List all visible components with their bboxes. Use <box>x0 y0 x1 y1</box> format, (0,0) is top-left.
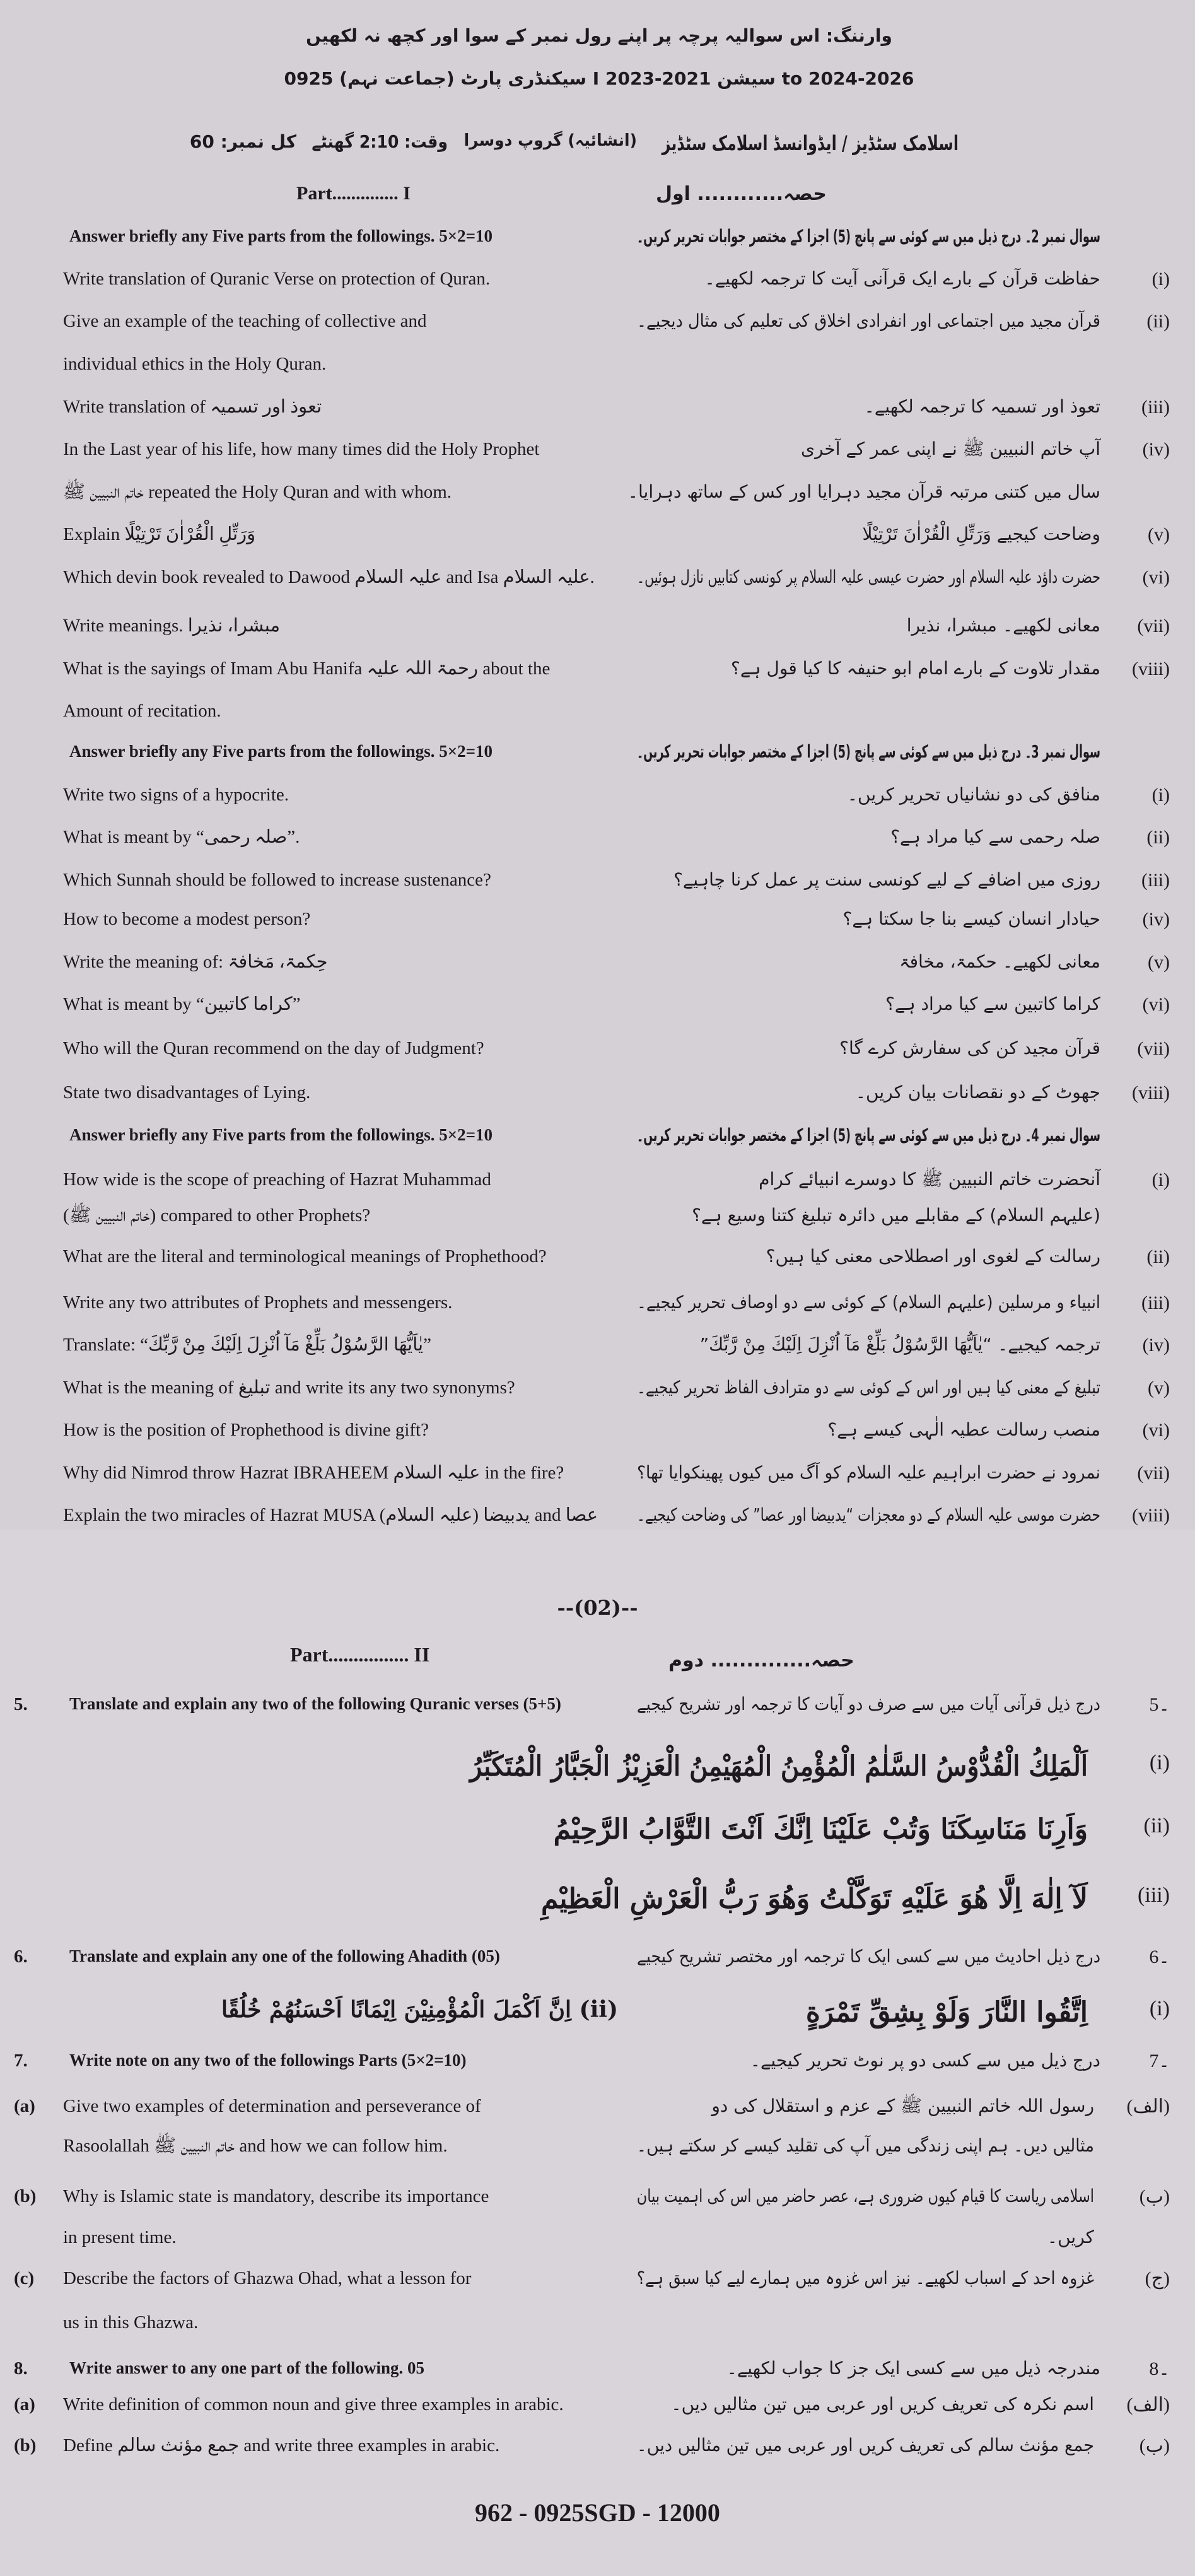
question-text-ur: منافق کی دو نشانیاں تحریر کریں۔ <box>847 784 1100 805</box>
question-text-ur: حفاظت قرآن کے بارے ایک قرآنی آیت کا ترجمہ لکھیے۔ <box>704 268 1100 289</box>
question-text-ur: وَاَرِنَا مَنَاسِكَنَا وَتُبْ عَلَيْنَا اِنَّكَ اَنْتَ التَّوَّابُ الرَّحِيْمُ <box>553 1813 1088 1846</box>
question-part <box>0 438 1195 476</box>
question-number-ur: (iv) <box>1142 1335 1170 1355</box>
question-text-en: Explain the two miracles of Hazrat MUSA (علیہ السلام) یدبیضا and عصا <box>63 1505 598 1525</box>
question-text-ur: کریں۔ <box>1047 2227 1094 2247</box>
question-part <box>0 1205 1195 1243</box>
question-text-ur: وضاحت کیجیے وَرَتِّلِ الْقُرْاٰنَ تَرْتِیْلًا <box>862 524 1100 544</box>
question-number-en: 6. <box>14 1947 28 1967</box>
question-text-ur: رسول اللہ خاتم النبیین ﷺ کے عزم و استقلال کی دو <box>711 2095 1094 2116</box>
total-marks: کل نمبر: 60 <box>189 131 296 152</box>
question-text-en: Why is Islamic state is mandatory, describe its importance <box>63 2186 489 2206</box>
question-part <box>0 2227 1195 2264</box>
question-text-ur: قرآن مجید میں اجتماعی اور انفرادی اخلاق کی تعلیم کی مثال دیجیے۔ <box>637 310 1100 331</box>
question-number-ur: (iii) <box>1141 397 1170 418</box>
question-heading <box>0 741 1195 779</box>
question-part <box>0 1334 1195 1372</box>
question-number-ur: (ب) <box>1139 2435 1170 2456</box>
question-text-ur: آنحضرت خاتم النبیین ﷺ کا دوسرے انبیائے کرام <box>759 1169 1100 1190</box>
question-number-ur: (ii) <box>1146 311 1170 332</box>
question-text-ur: لَآ اِلٰهَ اِلَّا هُوَ عَلَيْهِ تَوَكَّلْتُ وَهُوَ رَبُّ الْعَرْشِ الْعَظِيْمِ <box>540 1883 1088 1915</box>
question-text-en: Define جمع مؤنث سالم and write three examples in arabic. <box>63 2435 500 2456</box>
question-text-ur: قرآن مجید کن کی سفارش کرے گا؟ <box>839 1038 1100 1058</box>
question-part <box>0 2312 1195 2350</box>
time-allowed: وقت: 2:10 گھنٹے <box>312 131 448 152</box>
subject-title: اسلامک سٹڈیز / ایڈوانسڈ اسلامک سٹڈیز <box>662 131 959 155</box>
question-text-en: Give an example of the teaching of collective and <box>63 311 427 331</box>
question-part <box>0 1883 1195 1921</box>
question-number-ur: (ب) <box>1139 2186 1170 2207</box>
question-number-ur: ۔8 <box>1149 2358 1170 2379</box>
question-text-ur: تبلیغ کے معنی کیا ہیں اور اس کے کوئی سے دو مترادف الفاظ تحریر کیجیے۔ <box>637 1377 1100 1398</box>
question-text-en: Write two signs of a hypocrite. <box>63 785 289 805</box>
question-number-ur: ۔6 <box>1149 1947 1170 1967</box>
question-number-ur: (viii) <box>1132 1082 1170 1103</box>
question-text-ur: سال میں کتنی مرتبہ قرآن مجید دہرایا اور کس کے ساتھ دہرایا۔ <box>627 481 1100 502</box>
question-text-ur: غزوہ احد کے اسباب لکھیے۔ نیز اس غزوہ میں ہمارے لیے کیا سبق ہے؟ <box>636 2268 1094 2288</box>
question-text-ur: درج ذیل میں سے کسی دو پر نوٹ تحریر کیجیے۔ <box>750 2050 1100 2071</box>
question-text-ur: سوال نمبر 4۔ درج ذیل میں سے کوئی سے پانچ (5) اجزا کے مختصر جوابات تحریر کریں۔ <box>636 1125 1100 1145</box>
question-part <box>0 1038 1195 1075</box>
question-part <box>0 1169 1195 1207</box>
question-part <box>0 826 1195 864</box>
question-number-ur: (ج) <box>1145 2268 1170 2289</box>
warning-text: وارننگ: اس سوالیہ پرچہ پر اپنے رول نمبر کے سوا اور کچھ نہ لکھیں <box>306 25 892 46</box>
question-number-ur: (i) <box>1151 269 1170 290</box>
question-number-en: (b) <box>14 2435 37 2456</box>
question-text-ur: اَلْمَلِكُ الْقُدُّوْسُ السَّلٰمُ الْمُؤْمِنُ الْمُهَيْمِنُ الْعَزِيْزُ الْجَبَّارُ الْمُتَكَبِّرُ <box>470 1750 1088 1783</box>
question-text-ur: حیادار انسان کیسے بنا جا سکتا ہے؟ <box>842 908 1100 929</box>
question-number-ur: (vii) <box>1137 616 1170 636</box>
question-text-ur: جھوٹ کے دو نقصانات بیان کریں۔ <box>855 1082 1100 1103</box>
question-text-ur: معانی لکھیے۔ حکمۃ، مخافۃ <box>899 951 1100 972</box>
question-text-en: What is meant by “کراما کاتبین” <box>63 994 301 1014</box>
question-number-ur: (iii) <box>1141 1292 1170 1313</box>
question-number-ur: (ii) <box>1146 1246 1170 1267</box>
question-text-ur: اسلامی ریاست کا قیام کیوں ضروری ہے، عصر حاضر میں اس کی اہمیت بیان <box>636 2186 1094 2206</box>
question-text-ur: درج ذیل قرآنی آیات میں سے صرف دو آیات کا ترجمہ اور تشریح کیجیے <box>637 1694 1100 1714</box>
question-heading <box>0 1694 1195 1731</box>
question-text-ur: روزی میں اضافے کے لیے کونسی سنت پر عمل کرنا چاہیے؟ <box>673 869 1100 890</box>
question-text-ur: اسم نکرہ کی تعریف کریں اور عربی میں تین مثالیں دیں۔ <box>671 2394 1094 2415</box>
question-part <box>0 2186 1195 2223</box>
question-heading <box>0 1946 1195 1984</box>
question-number-ur: (viii) <box>1132 659 1170 679</box>
question-text-ur: مقدار تلاوت کے بارے امام ابو حنیفہ کا کیا قول ہے؟ <box>730 658 1100 679</box>
question-number-en: 5. <box>14 1694 28 1714</box>
question-number-en: (c) <box>14 2268 35 2288</box>
question-part <box>0 310 1195 348</box>
question-text-en: Write translation of Quranic Verse on protection of Quran. <box>63 269 491 289</box>
question-part <box>0 1246 1195 1284</box>
question-text-en: خاتم النبیین ﷺ repeated the Holy Quran and with whom. <box>63 482 452 502</box>
question-part <box>0 1082 1195 1120</box>
question-text-en: Write definition of common noun and give three examples in arabic. <box>63 2394 564 2415</box>
question-number-ur: ۔5 <box>1149 1694 1170 1715</box>
session-line: 0925 (جماعت نہم) سیکنڈری پارٹ I سیشن 2021-2023 to 2024-2026 <box>284 68 914 89</box>
question-part <box>0 2135 1195 2173</box>
question-number-ur: (v) <box>1148 524 1170 545</box>
question-part <box>0 993 1195 1031</box>
question-text-ur: نمرود نے حضرت ابراہیم علیہ السلام کو آگ میں کیوں پھینکوایا تھا؟ <box>636 1462 1100 1483</box>
question-heading <box>0 2050 1195 2088</box>
question-text-en: Write any two attributes of Prophets and messengers. <box>63 1292 453 1313</box>
question-text-en: Answer briefly any Five parts from the followings. 5×2=10 <box>69 1125 493 1144</box>
question-part <box>0 1462 1195 1500</box>
question-text-en: Translate: “یٰاَیُّهَا الرَّسُوْلُ بَلِّغْ مَآ اُنْزِلَ اِلَیْكَ مِنْ رَّبِّكَ” <box>63 1335 431 1355</box>
question-part <box>0 869 1195 907</box>
question-text-en: Which Sunnah should be followed to increase sustenance? <box>63 870 491 890</box>
question-part <box>0 353 1195 391</box>
question-text-ur: تعوذ اور تسمیہ کا ترجمہ لکھیے۔ <box>864 396 1100 417</box>
question-text-en: (ii) اِنَّ اَكْمَلَ الْمُؤْمِنِيْنَ اِيْمَانًا اَحْسَنُهُمْ خُلُقًا <box>221 1996 618 2023</box>
question-text-en: Write meanings. مبشرا، نذیرا <box>63 616 280 636</box>
question-text-ur: (علیہم السلام) کے مقابلے میں دائرہ تبلیغ کتنا وسیع ہے؟ <box>692 1205 1100 1226</box>
question-text-en: What is the sayings of Imam Abu Hanifa رحمۃ اللہ علیہ about the <box>63 659 551 679</box>
question-text-en: Answer briefly any Five parts from the followings. 5×2=10 <box>69 742 493 761</box>
question-part <box>0 2394 1195 2432</box>
question-text-ur: مندرجہ ذیل میں سے کسی ایک جز کا جواب لکھیے۔ <box>726 2358 1100 2379</box>
question-part <box>0 268 1195 306</box>
question-text-en: Describe the factors of Ghazwa Ohad, what a lesson for <box>63 2268 472 2288</box>
question-number-en: 8. <box>14 2358 28 2379</box>
question-text-en: Write the meaning of: حِکمۃ، مَخافۃ <box>63 952 328 972</box>
question-number-ur: (i) <box>1151 785 1170 805</box>
question-number-ur: (ii) <box>1146 827 1170 848</box>
question-text-en: in present time. <box>63 2227 177 2247</box>
question-text-en: What is the meaning of تبلیغ and write its any two synonyms? <box>63 1378 515 1398</box>
question-text-ur: سوال نمبر 3۔ درج ذیل میں سے کوئی سے پانچ (5) اجزا کے مختصر جوابات تحریر کریں۔ <box>636 741 1100 762</box>
question-part <box>0 396 1195 434</box>
question-text-ur: جمع مؤنث سالم کی تعریف کریں اور عربی میں تین مثالیں دیں۔ <box>636 2435 1094 2456</box>
question-text-en: Who will the Quran recommend on the day of Judgment? <box>63 1038 484 1058</box>
question-text-ur: معانی لکھیے۔ مبشرا، نذیرا <box>906 615 1100 636</box>
question-text-en: In the Last year of his life, how many times did the Holy Prophet <box>63 439 540 459</box>
question-part <box>0 615 1195 653</box>
question-text-en: State two disadvantages of Lying. <box>63 1082 311 1103</box>
question-part <box>0 1419 1195 1457</box>
part-two-title-en: Part................ II <box>290 1643 430 1666</box>
question-number-en: (a) <box>14 2394 35 2415</box>
question-part <box>0 951 1195 989</box>
question-text-en: us in this Ghazwa. <box>63 2312 199 2333</box>
question-number-ur: (iv) <box>1142 439 1170 460</box>
question-text-en: Write note on any two of the followings Parts (5×2=10) <box>69 2051 467 2070</box>
question-number-ur: (i) <box>1149 1997 1170 2020</box>
question-text-en: Write answer to any one part of the following. 05 <box>69 2358 424 2377</box>
question-part <box>0 1504 1195 1542</box>
question-part <box>0 2268 1195 2305</box>
question-number-en: (a) <box>14 2096 35 2116</box>
question-text-en: Amount of recitation. <box>63 701 221 721</box>
question-number-ur: (vii) <box>1137 1463 1170 1484</box>
exam-info-line <box>0 131 1195 163</box>
question-text-ur: منصب رسالت عطیہ الٰہی کیسے ہے؟ <box>827 1419 1100 1440</box>
question-number-ur: (i) <box>1151 1169 1170 1190</box>
question-number-ur: (ii) <box>1143 1814 1170 1837</box>
question-heading <box>0 226 1195 264</box>
question-text-en: How to become a modest person? <box>63 909 311 929</box>
page-number: --(02)-- <box>557 1596 638 1620</box>
question-number-ur: (v) <box>1148 1378 1170 1398</box>
question-part <box>0 658 1195 696</box>
question-text-en: How is the position of Prophethood is divine gift? <box>63 1420 429 1440</box>
question-number-ur: (iv) <box>1142 909 1170 930</box>
question-part <box>0 566 1195 604</box>
question-number-ur: ۔7 <box>1149 2051 1170 2071</box>
question-part <box>0 908 1195 946</box>
question-text-ur: سوال نمبر 2۔ درج ذیل میں سے کوئی سے پانچ (5) اجزا کے مختصر جوابات تحریر کریں۔ <box>636 226 1100 247</box>
question-number-ur: (الف) <box>1126 2096 1170 2117</box>
question-part <box>0 1750 1195 1788</box>
question-text-en: Rasoolallah خاتم النبیین ﷺ and how we can follow him. <box>63 2136 448 2156</box>
question-text-ur: رسالت کے لغوی اور اصطلاحی معنی کیا ہیں؟ <box>766 1246 1100 1267</box>
question-number-ur: (iii) <box>1141 870 1170 891</box>
part-one-title-en: Part.............. I <box>296 183 411 204</box>
question-part <box>0 481 1195 519</box>
question-text-en: individual ethics in the Holy Quran. <box>63 354 327 374</box>
question-text-en: Write translation of تعوذ اور تسمیہ <box>63 397 322 417</box>
question-number-ur: (vii) <box>1137 1038 1170 1059</box>
paper-type: (انشائیہ) گروپ دوسرا <box>463 131 637 150</box>
paper-code-footer: 962 - 0925SGD - 12000 <box>475 2498 720 2527</box>
question-part <box>0 1292 1195 1330</box>
question-number-ur: (vi) <box>1142 1420 1170 1441</box>
question-part <box>0 524 1195 561</box>
question-number-en: (b) <box>14 2186 37 2206</box>
question-text-ur: حضرت داؤد علیہ السلام اور حضرت عیسی علیہ السلام پر کونسی کتابیں نازل ہوئیں۔ <box>637 566 1100 587</box>
question-number-ur: (v) <box>1148 952 1170 973</box>
question-text-en: How wide is the scope of preaching of Hazrat Muhammad <box>63 1169 491 1190</box>
question-heading <box>0 1125 1195 1162</box>
question-text-ur: صلہ رحمی سے کیا مراد ہے؟ <box>890 826 1100 847</box>
question-text-ur: آپ خاتم النبیین ﷺ نے اپنی عمر کے آخری <box>801 438 1100 459</box>
question-text-en: Answer briefly any Five parts from the followings. 5×2=10 <box>69 226 493 245</box>
question-number-en: 7. <box>14 2051 28 2071</box>
question-number-ur: (الف) <box>1126 2394 1170 2415</box>
question-text-en: Give two examples of determination and perseverance of <box>63 2096 481 2116</box>
question-part <box>0 700 1195 738</box>
question-text-en: Translate and explain any one of the following Ahadith (05) <box>69 1947 500 1965</box>
question-text-ur: کراما کاتبین سے کیا مراد ہے؟ <box>885 993 1100 1014</box>
question-text-ur: مثالیں دیں۔ ہم اپنی زندگی میں آپ کی تقلید کیسے کر سکتے ہیں۔ <box>636 2135 1094 2156</box>
part-two-title-ur: حصہ.............. دوم <box>668 1649 854 1671</box>
question-heading <box>0 2358 1195 2396</box>
question-text-en: What are the literal and terminological meanings of Prophethood? <box>63 1246 547 1267</box>
question-number-ur: (iii) <box>1138 1883 1170 1907</box>
question-text-en: Which devin book revealed to Dawood علیہ السلام and Isa علیہ السلام. <box>63 567 595 587</box>
question-number-ur: (i) <box>1149 1751 1170 1774</box>
part-one-title-ur: حصہ............ اول <box>656 183 827 205</box>
question-text-en: Explain وَرَتِّلِ الْقُرْاٰنَ تَرْتِیْلًا <box>63 524 256 544</box>
question-text-ur: حضرت موسی علیہ السلام کے دو معجزات “یدبیضا اور عصا” کی وضاحت کیجیے۔ <box>637 1504 1100 1525</box>
question-number-ur: (vi) <box>1142 567 1170 588</box>
question-part <box>0 1813 1195 1851</box>
question-part <box>0 1996 1195 2034</box>
question-text-ur: ترجمہ کیجیے۔ “یٰاَیُّهَا الرَّسُوْلُ بَلِّغْ مَآ اُنْزِلَ اِلَیْكَ مِنْ رَّبِّكَ” <box>699 1334 1100 1355</box>
question-text-en: (خاتم النبیین ﷺ) compared to other Prophets? <box>63 1205 371 1226</box>
question-part <box>0 784 1195 822</box>
question-text-ur: اِتَّقُوا النَّارَ وَلَوْ بِشِقِّ تَمْرَةٍ <box>805 1996 1088 2029</box>
question-part <box>0 1377 1195 1415</box>
question-text-ur: درج ذیل احادیث میں سے کسی ایک کا ترجمہ اور مختصر تشریح کیجیے <box>637 1946 1100 1967</box>
question-text-en: Translate and explain any two of the following Quranic verses (5+5) <box>69 1694 561 1713</box>
question-number-ur: (vi) <box>1142 994 1170 1015</box>
question-number-ur: (viii) <box>1132 1505 1170 1526</box>
question-text-ur: انبیاء و مرسلین (علیہم السلام) کے کوئی سے دو اوصاف تحریر کیجیے۔ <box>637 1292 1100 1313</box>
question-text-en: What is meant by “صلہ رحمی”. <box>63 827 300 847</box>
question-part <box>0 2095 1195 2133</box>
question-text-en: Why did Nimrod throw Hazrat IBRAHEEM علیہ السلام in the fire? <box>63 1463 564 1483</box>
question-part <box>0 2435 1195 2473</box>
